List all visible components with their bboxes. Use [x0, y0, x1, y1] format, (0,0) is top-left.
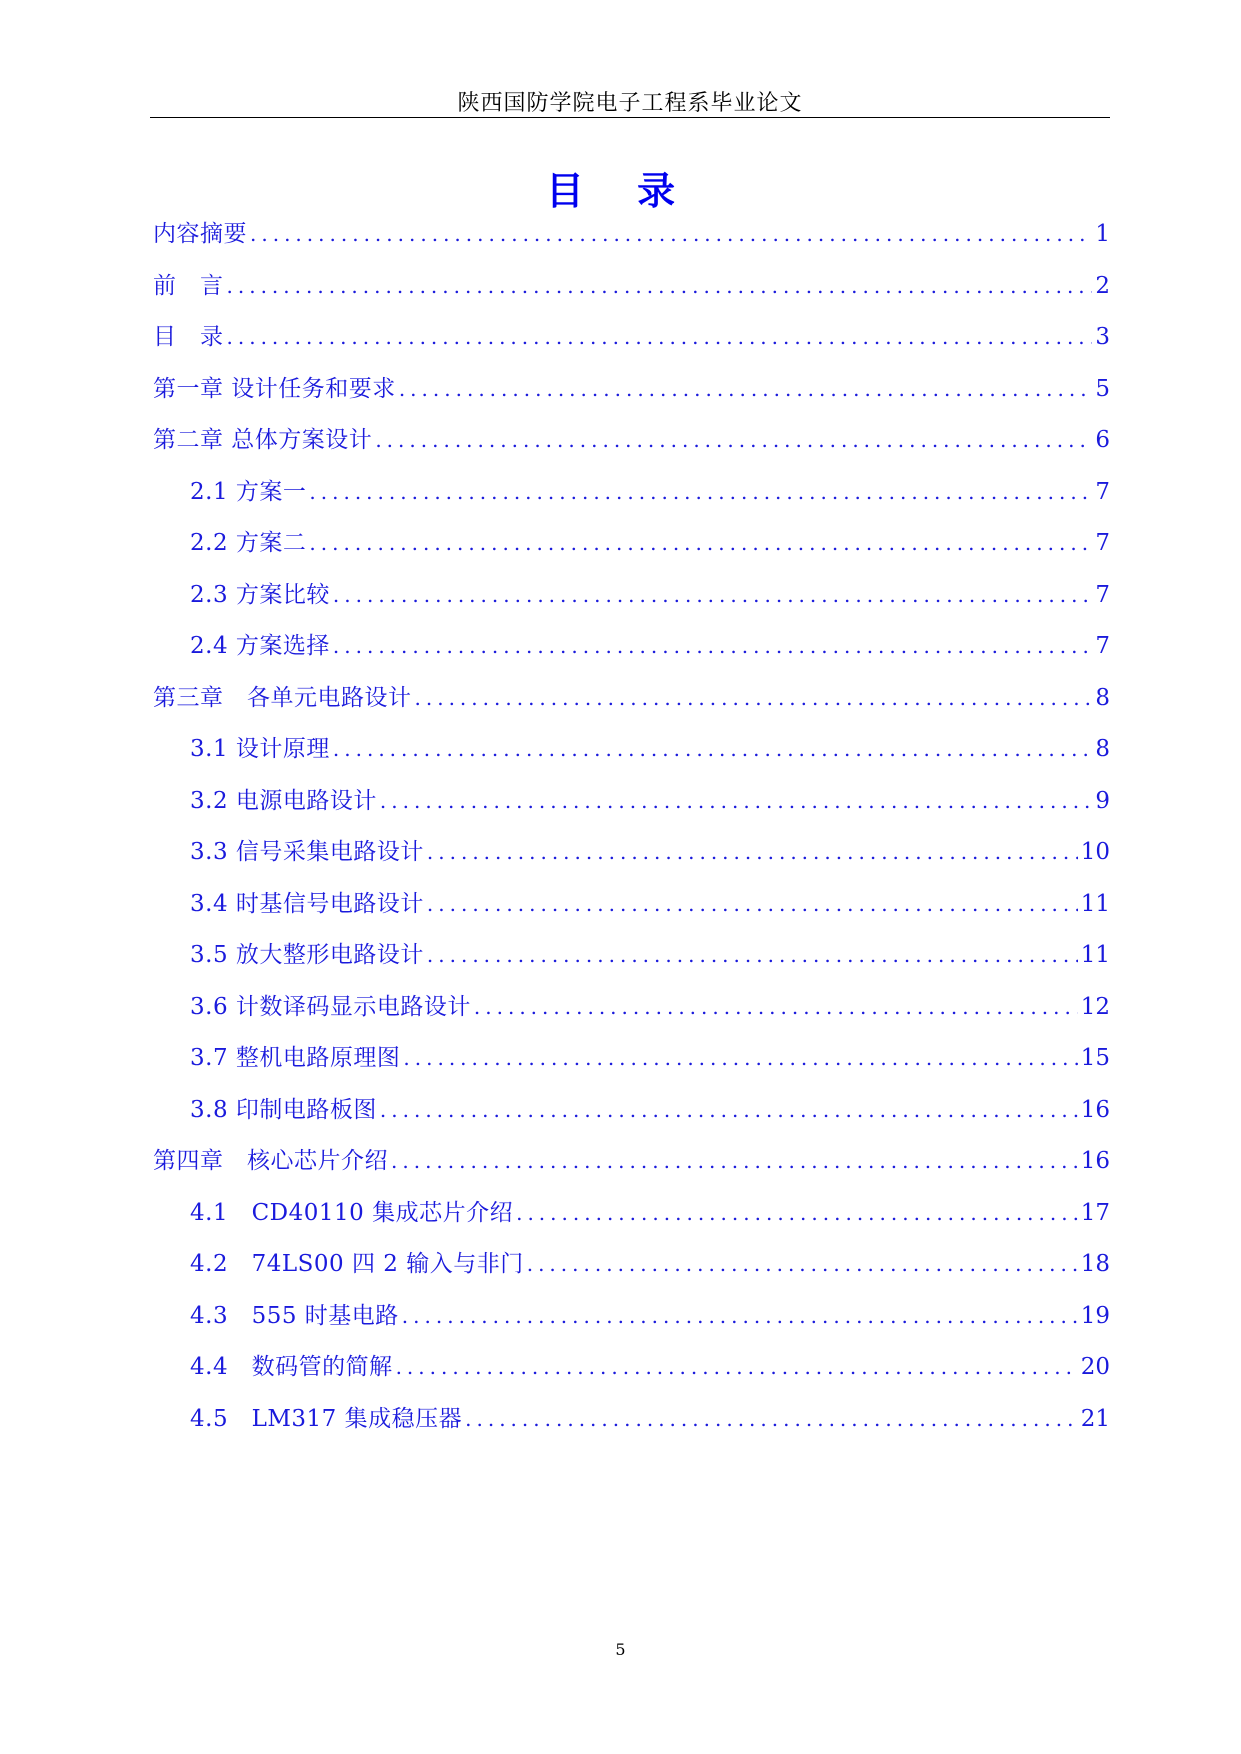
toc-entry[interactable] — [190, 991, 1110, 1023]
toc-entry-page: 16 — [1080, 1148, 1110, 1174]
toc-dot-leader — [375, 424, 1092, 456]
toc-entry[interactable] — [153, 270, 1110, 302]
toc-dot-leader — [474, 991, 1078, 1023]
toc-entry[interactable] — [153, 682, 1110, 714]
toc-entry-label: 3.5 放大整形电路设计 — [190, 942, 424, 968]
toc-entry-label: 4.5 LM317 集成稳压器 — [190, 1406, 463, 1432]
toc-entry-page: 19 — [1080, 1303, 1110, 1329]
toc-entry-label: 4.3 555 时基电路 — [190, 1303, 399, 1329]
toc-dot-leader — [527, 1248, 1078, 1280]
toc-entry[interactable] — [190, 630, 1110, 662]
toc-dot-leader — [399, 373, 1093, 405]
toc-entry[interactable] — [190, 1403, 1110, 1435]
toc-dot-leader — [333, 733, 1092, 765]
toc-entry-label: 2.2 方案二 — [190, 530, 307, 556]
toc-entry-label: 第二章 总体方案设计 — [153, 427, 373, 453]
page-header: 陕西国防学院电子工程系毕业论文 — [457, 91, 803, 116]
toc-entry[interactable] — [190, 1197, 1110, 1229]
page-number: 5 — [615, 1640, 626, 1659]
toc-entry-page: 7 — [1095, 582, 1110, 608]
toc-entry-page: 20 — [1080, 1354, 1110, 1380]
toc-entry-page: 15 — [1080, 1045, 1110, 1071]
toc-entry-label: 3.7 整机电路原理图 — [190, 1045, 401, 1071]
toc-entry[interactable] — [153, 1145, 1110, 1177]
toc-entry-label: 3.4 时基信号电路设计 — [190, 891, 424, 917]
toc-entry-label: 第三章 各单元电路设计 — [153, 685, 412, 711]
toc-entry-label: 2.3 方案比较 — [190, 582, 330, 608]
toc-dot-leader — [309, 527, 1092, 559]
toc-dot-leader — [516, 1197, 1078, 1229]
toc-entry[interactable] — [190, 836, 1110, 868]
toc-dot-leader — [427, 836, 1078, 868]
toc-entry-label: 内容摘要 — [153, 221, 247, 247]
toc-dot-leader — [403, 1042, 1077, 1074]
toc-entry[interactable] — [190, 1042, 1110, 1074]
toc-entry-page: 8 — [1095, 685, 1110, 711]
toc-entry-page: 7 — [1095, 479, 1110, 505]
toc-entry[interactable] — [190, 888, 1110, 920]
toc-dot-leader — [227, 321, 1093, 353]
toc-entry-page: 8 — [1095, 736, 1110, 762]
toc-dot-leader — [380, 1094, 1078, 1126]
toc-dot-leader — [227, 270, 1093, 302]
toc-entry-label: 4.1 CD40110 集成芯片介绍 — [190, 1200, 514, 1226]
toc-entry-page: 21 — [1080, 1406, 1110, 1432]
toc-entry-label: 4.2 74LS00 四 2 输入与非门 — [190, 1251, 524, 1277]
toc-entry-label: 目 录 — [153, 324, 224, 350]
toc-entry[interactable] — [190, 1094, 1110, 1126]
toc-entry-page: 7 — [1095, 633, 1110, 659]
toc-entry-label: 3.8 印制电路板图 — [190, 1097, 377, 1123]
toc-dot-leader — [333, 630, 1092, 662]
toc-entry[interactable] — [190, 579, 1110, 611]
toc-entry-page: 3 — [1095, 324, 1110, 350]
toc-entry-label: 2.4 方案选择 — [190, 633, 330, 659]
toc-entry-page: 1 — [1095, 221, 1110, 247]
toc-entry-page: 6 — [1095, 427, 1110, 453]
toc-entry-label: 前 言 — [153, 273, 224, 299]
toc-entry[interactable] — [190, 733, 1110, 765]
toc-entry-page: 10 — [1080, 839, 1110, 865]
toc-entry-label: 3.1 设计原理 — [190, 736, 330, 762]
toc-entry[interactable] — [153, 424, 1110, 456]
toc-entry[interactable] — [153, 218, 1110, 250]
toc-entry-page: 18 — [1080, 1251, 1110, 1277]
toc-entry-label: 2.1 方案一 — [190, 479, 307, 505]
toc-dot-leader — [333, 579, 1092, 611]
toc-dot-leader — [427, 939, 1078, 971]
toc-dot-leader — [465, 1403, 1078, 1435]
toc-entry-label: 第一章 设计任务和要求 — [153, 376, 396, 402]
toc-entry[interactable] — [153, 373, 1110, 405]
toc-entry-page: 12 — [1080, 994, 1110, 1020]
toc-entry-page: 16 — [1080, 1097, 1110, 1123]
toc-entry-page: 11 — [1080, 942, 1110, 968]
toc-entry-label: 3.2 电源电路设计 — [190, 788, 377, 814]
toc-dot-leader — [250, 218, 1092, 250]
toc-dot-leader — [415, 682, 1093, 714]
toc-entry[interactable] — [190, 527, 1110, 559]
toc-dot-leader — [396, 1351, 1078, 1383]
toc-entry[interactable] — [190, 1248, 1110, 1280]
toc-dot-leader — [427, 888, 1078, 920]
toc-entry[interactable] — [190, 1351, 1110, 1383]
toc-dot-leader — [391, 1145, 1078, 1177]
toc-entry-page: 7 — [1095, 530, 1110, 556]
toc-entry-page: 9 — [1095, 788, 1110, 814]
toc-entry-label: 3.3 信号采集电路设计 — [190, 839, 424, 865]
toc-entry-label: 4.4 数码管的简解 — [190, 1354, 393, 1380]
toc-entry-page: 2 — [1095, 273, 1110, 299]
toc-entry[interactable] — [153, 321, 1110, 353]
toc-entry[interactable] — [190, 1300, 1110, 1332]
toc-entry-page: 11 — [1080, 891, 1110, 917]
toc-dot-leader — [402, 1300, 1078, 1332]
toc-entry[interactable] — [190, 476, 1110, 508]
toc-entry[interactable] — [190, 939, 1110, 971]
toc-entry[interactable] — [190, 785, 1110, 817]
toc-entry-label: 第四章 核心芯片介绍 — [153, 1148, 388, 1174]
toc-dot-leader — [309, 476, 1092, 508]
toc-entry-page: 5 — [1095, 376, 1110, 402]
toc-entry-page: 17 — [1080, 1200, 1110, 1226]
toc-dot-leader — [380, 785, 1092, 817]
page-title: 目 录 — [545, 169, 696, 213]
toc-entry-label: 3.6 计数译码显示电路设计 — [190, 994, 471, 1020]
